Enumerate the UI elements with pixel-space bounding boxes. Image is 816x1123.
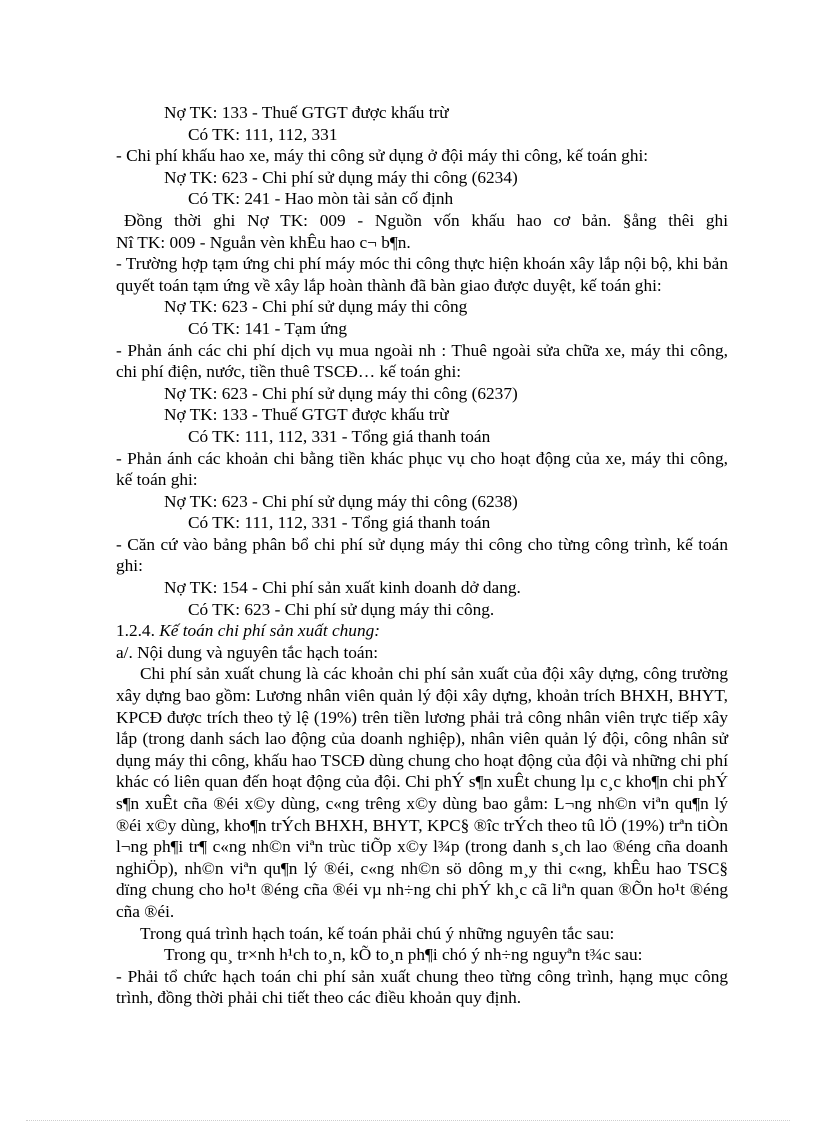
item-depreciation: - Chi phí khấu hao xe, máy thi công sử dụng ở đội máy thi công, kế toán ghi: <box>116 146 649 166</box>
sub-heading: a/. Nội dung và nguyên tắc hạch toán: <box>116 642 379 662</box>
document-page <box>116 102 728 1009</box>
entry-debit-623-6237: Nợ TK: 623 - Chi phí sử dụng máy thi công (6237) <box>164 383 518 403</box>
entry-debit-133: Nợ TK: 133 - Thuế GTGT được khấu trừ <box>164 103 449 122</box>
entry-simultaneous-009: Đồng thời ghi Nợ TK: 009 - Nguồn vốn khấu hao cơ bản. §ång thêi ghi <box>124 210 728 230</box>
entry-credit-241: Có TK: 241 - Hao mòn tài sản cố định <box>188 189 454 209</box>
paragraph-general-cost: Chi phí sản xuất chung là các khoản chi phí sản xuất của đội xây dựng, công trường xây dựng bao gồm: Lương nhân viên quản lý đội xây dựng, khoản trích BHXH, BHYT, KPCĐ được trích theo tỷ lệ (19%) trên tiền lương phải trả công nhân viên trực tiếp xây lắp (trong danh sách lao động của doanh nghiệp), nhân viên quản lý đội, công nhân sử dụng máy thi công, khấu hao TSCĐ dùng chung cho hoạt động của đội và những chi phí khác có liên quan đến hoạt động của đội. Chi phÝ s¶n xuÊt chung lµ c¸c kho¶n chi phÝ s¶n xuÊt cña ®éi x©y dùng, c«ng trêng x©y dùng bao gåm: L¬ng nh©n viªn qu¶n lý ®éi x©y dùng, kho¶n trÝch BHXH, BHYT, KPC§ ®îc trÝch theo tû lÖ (19%) trªn tiÒn l¬ng ph¶i tr¶ c«ng nh©n viªn trùc tiÕp x©y l¾p (trong danh s¸ch lao ®éng cña doanh nghiÖp), nh©n viªn qu¶n lý ®éi, c«ng nh©n sö dông m¸y thi c«ng, khÊu hao TSC§ dïng chung cho ho¹t ®éng cña ®éi vµ nh÷ng chi phÝ kh¸c cã liªn quan ®Õn ho¹t ®éng cña ®éi. <box>116 664 728 921</box>
item-outsourced-services: - Phản ánh các chi phí dịch vụ mua ngoài nh : Thuê ngoài sửa chữa xe, máy thi công, chi phí điện, nước, tiền thuê TSCĐ… kế toán ghi: <box>116 340 728 382</box>
item-allocation-table: - Căn cứ vào bảng phân bổ chi phí sử dụng máy thi công cho từng công trình, kế toán ghi: <box>116 534 728 576</box>
entry-credit-total-payment: Có TK: 111, 112, 331 - Tổng giá thanh toán <box>188 426 491 446</box>
entry-credit-623: Có TK: 623 - Chi phí sử dụng máy thi công. <box>188 599 495 619</box>
entry-credit-111-112-331: Có TK: 111, 112, 331 <box>188 124 338 144</box>
section-heading <box>116 620 728 642</box>
paragraph-principles-legacy: Trong qu¸ tr×nh h¹ch to¸n, kÕ to¸n ph¶i chó ý nh÷ng nguyªn t¾c sau: <box>164 945 643 965</box>
entry-debit-623-6234: Nợ TK: 623 - Chi phí sử dụng máy thi công (6234) <box>164 167 518 187</box>
paragraph-rule-1: - Phải tổ chức hạch toán chi phí sản xuất chung theo từng công trình, hạng mục công trình, đồng thời phải chi tiết theo các điều khoản quy định. <box>116 966 728 1008</box>
item-advance-payment: - Trường hợp tạm ứng chi phí máy móc thi công thực hiện khoán xây lắp nội bộ, khi bản quyết toán tạm ứng về xây lắp hoàn thành đã bàn giao được duyệt, kế toán ghi: <box>116 254 728 295</box>
entry-debit-154: Nợ TK: 154 - Chi phí sản xuất kinh doanh dở dang. <box>164 578 521 598</box>
entry-debit-623: Nợ TK: 623 - Chi phí sử dụng máy thi công <box>164 297 468 317</box>
entry-credit-total-payment-2: Có TK: 111, 112, 331 - Tổng giá thanh toán <box>188 513 491 533</box>
entry-debit-133-vat: Nợ TK: 133 - Thuế GTGT được khấu trừ <box>164 405 449 425</box>
entry-credit-141: Có TK: 141 - Tạm ứng <box>188 318 347 338</box>
entry-debit-623-6238: Nợ TK: 623 - Chi phí sử dụng máy thi công (6238) <box>164 491 518 511</box>
paragraph-principles: Trong quá trình hạch toán, kế toán phải chú ý những nguyên tắc sau: <box>140 923 615 943</box>
section-number: 1.2.4. <box>116 621 160 641</box>
page-bottom-divider <box>26 1120 790 1121</box>
item-other-cash-costs: - Phản ánh các khoản chi bằng tiền khác phục vụ cho hoạt động của xe, máy thi công, kế toán ghi: <box>116 448 728 490</box>
entry-simultaneous-009-legacy: Nî TK: 009 - Nguån vèn khÊu hao c¬ b¶n. <box>116 232 411 252</box>
section-title: Kế toán chi phí sản xuất chung: <box>159 621 380 641</box>
